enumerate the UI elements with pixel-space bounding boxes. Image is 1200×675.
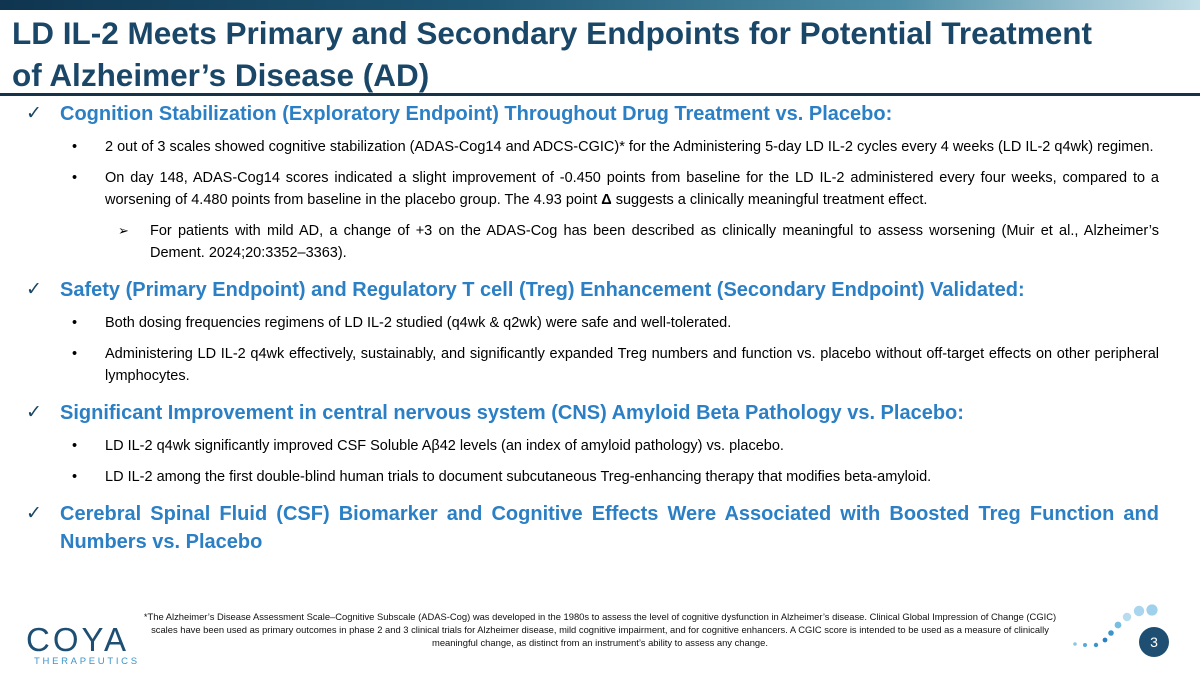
section-heading-text: Cerebral Spinal Fluid (CSF) Biomarker and Cognitive Effects Were Associated with Boosted Treg Function and Numbers vs. Placebo (60, 503, 1159, 553)
section-amyloid (0, 399, 1200, 488)
slide-content (0, 100, 1200, 556)
bullet-text: 2 out of 3 scales showed cognitive stabilization (ADAS-Cog14 and ADCS-CGIC)* for the Administering 5-day LD IL-2 cycles every 4 weeks (LD IL-2 q4wk) regimen. (105, 139, 1154, 155)
section-heading-text: Safety (Primary Endpoint) and Regulatory T cell (Treg) Enhancement (Secondary Endpoint) Validated: (60, 279, 1025, 301)
bullet-dot: • (72, 315, 78, 331)
bullet-dot: • (72, 170, 78, 186)
bullet-text: Both dosing frequencies regimens of LD IL-2 studied (q4wk & q2wk) were safe and well-tolerated. (105, 315, 732, 331)
bullet-item (0, 312, 1200, 334)
section-safety (0, 276, 1200, 387)
section-heading (0, 100, 1200, 128)
bullet-text: LD IL-2 among the first double-blind human trials to document subcutaneous Treg-enhancing therapy that modifies beta-amyloid. (105, 469, 932, 485)
bullet-item (0, 435, 1200, 457)
footnote: *The Alzheimer’s Disease Assessment Scale–Cognitive Subscale (ADAS-Cog) was developed in the 1980s to assess the level of cognitive dysfunction in Alzheimer’s disease. Clinical Global Impression of Change (CGIC) scales have been used as primary outcomes in phase 2 and 3 clinical trials for Alzheimer disease, mild cognitive impairment, and for cognitive enhancers. A CGIC score is intended to be used as a measure of clinically meaningful change, as distinct from an instrument’s ability to assess any change. (143, 611, 1057, 648)
title-divider (0, 93, 1200, 96)
delta-symbol: Δ (601, 192, 612, 208)
bullet-dot: • (72, 438, 78, 454)
checkmark-icon: ✓ (26, 503, 42, 524)
section-heading-text: Cognition Stabilization (Exploratory Endpoint) Throughout Drug Treatment vs. Placebo: (60, 103, 893, 125)
bullet-dot: • (72, 139, 78, 155)
section-csf-biomarker (0, 500, 1200, 556)
sub-bullet-item (0, 220, 1200, 264)
bullet-item (0, 136, 1200, 158)
bullet-item (0, 466, 1200, 488)
logo-tagline: THERAPEUTICS (34, 656, 140, 667)
top-gradient-bar (0, 0, 1200, 10)
page-number: 3 (1139, 627, 1169, 657)
bullet-text: On day 148, ADAS-Cog14 scores indicated a slight improvement of -0.450 points from baseline for the LD IL-2 administered every four weeks, compared to a worsening of 4.480 points from baseline in the placebo group. The 4.93 point (105, 170, 1159, 208)
checkmark-icon: ✓ (26, 279, 42, 300)
bullet-item (0, 343, 1200, 387)
section-heading (0, 500, 1200, 556)
bullet-text: LD IL-2 q4wk significantly improved CSF Soluble Aβ42 levels (an index of amyloid pathology) vs. placebo. (105, 438, 784, 454)
section-heading (0, 399, 1200, 427)
logo-wordmark: COYA (26, 621, 130, 658)
sub-bullet-text: For patients with mild AD, a change of +3 on the ADAS-Cog has been described as clinically meaningful to assess worsening (Muir et al., Alzheimer’s Dement. 2024;20:3352–3363). (150, 223, 1159, 261)
section-heading-text: Significant Improvement in central nervous system (CNS) Amyloid Beta Pathology vs. Placebo: (60, 402, 964, 424)
arrow-bullet-icon: ➢ (118, 223, 129, 238)
bullet-dot: • (72, 346, 78, 362)
bullet-item (0, 167, 1200, 211)
checkmark-icon: ✓ (26, 402, 42, 423)
bullet-text: suggests a clinically meaningful treatment effect. (611, 192, 928, 208)
section-cognition (0, 100, 1200, 264)
checkmark-icon: ✓ (26, 103, 42, 124)
section-heading (0, 276, 1200, 304)
slide-title: LD IL-2 Meets Primary and Secondary Endpoints for Potential Treatment of Alzheimer’s Disease (AD) (12, 15, 1092, 93)
coya-logo (26, 621, 140, 667)
bullet-dot: • (72, 469, 78, 485)
bullet-text: Administering LD IL-2 q4wk effectively, sustainably, and significantly expanded Treg numbers and function vs. placebo without off-target effects on other peripheral lymphocytes. (105, 346, 1159, 384)
